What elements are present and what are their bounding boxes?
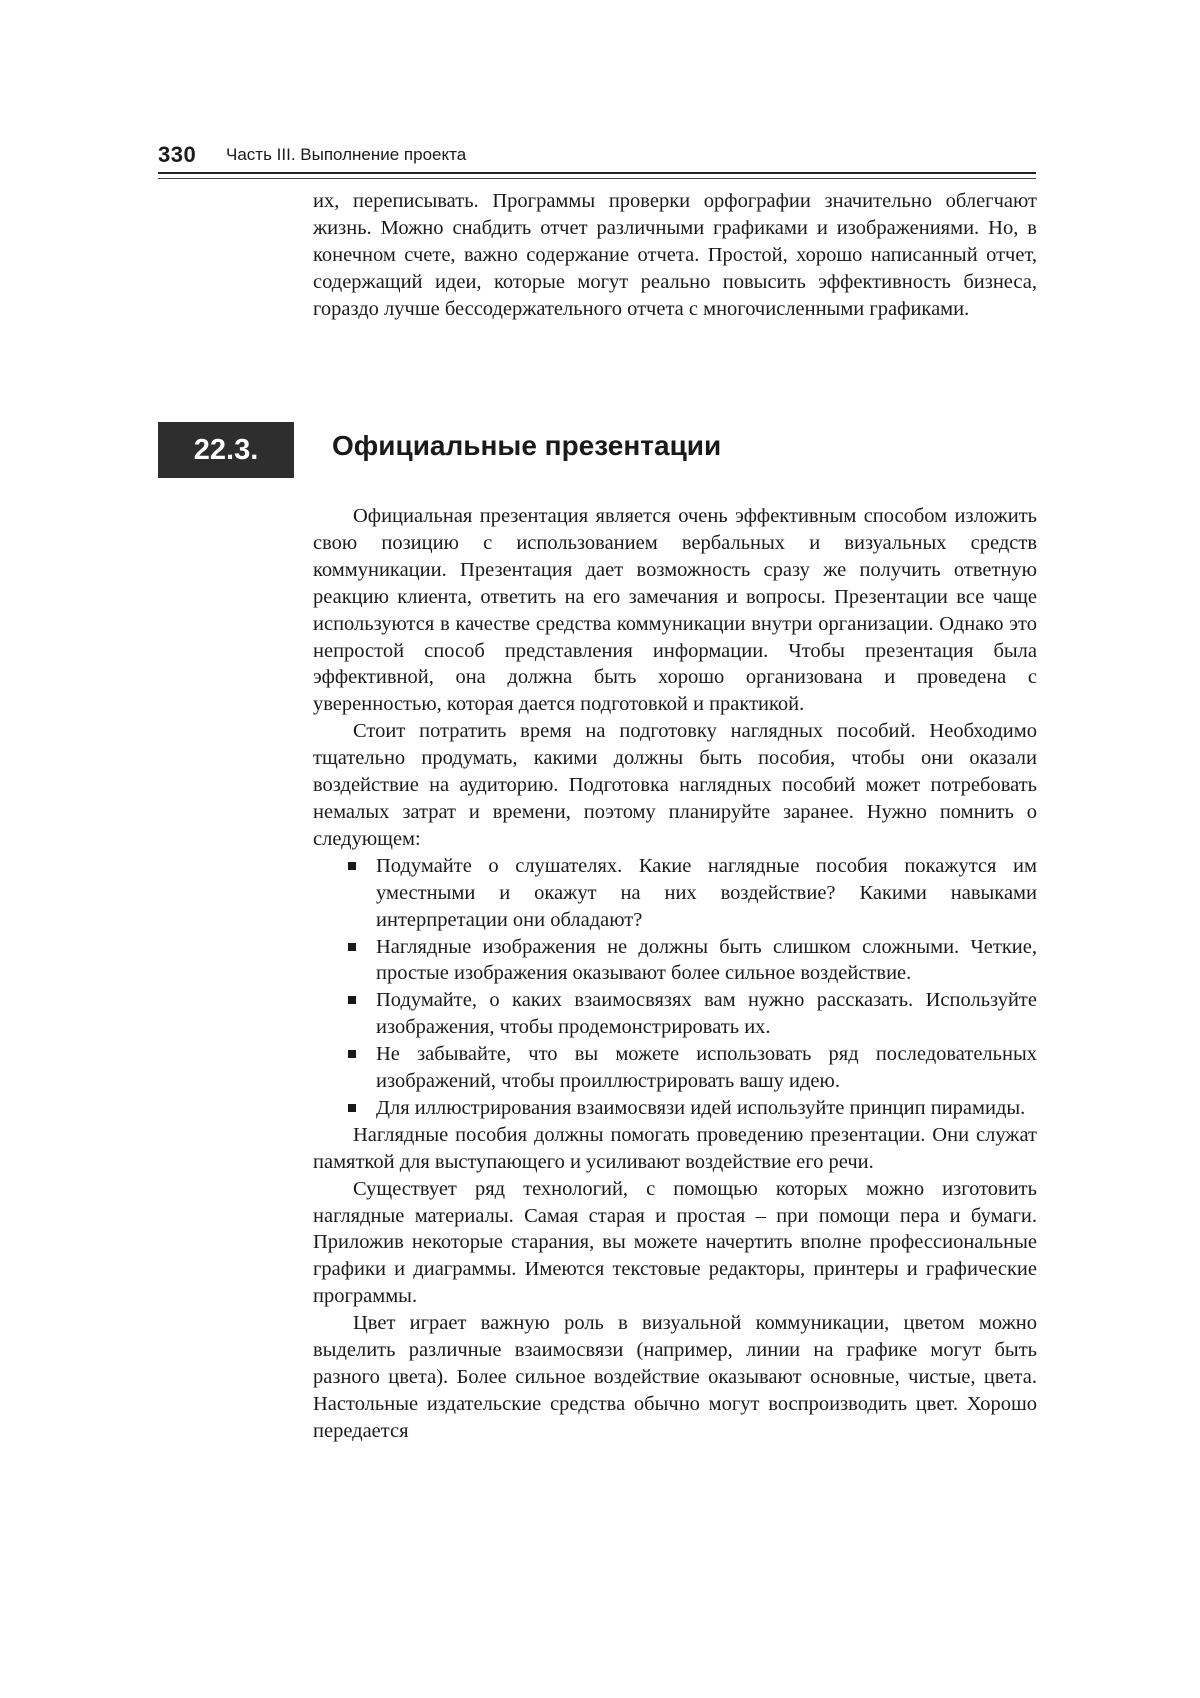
header-rule (158, 172, 1036, 174)
section-title: Официальные презентации (332, 430, 722, 461)
bullet-item: Подумайте, о каких взаимосвязях вам нужно рассказать. Используйте изображения, чтобы продемонстрировать их. (313, 987, 1037, 1041)
intro-block (313, 188, 1037, 323)
paragraph: Цвет играет важную роль в визуальной коммуникации, цветом можно выделить различные взаимосвязи (например, линии на графике могут быть разного цвета). Более сильное воздействие оказывают основные, чистые, цвета. Настольные издательские средства обычно могут воспроизводить цвет. Хорошо передается (313, 1312, 1037, 1442)
bullet-list (313, 853, 1037, 1122)
paragraph: Официальная презентация является очень эффективным способом изложить свою позицию с использованием вербальных и визуальных средств коммуникации. Презентация дает возможность сразу же получить ответную реакцию клиента, ответить на его замечания и вопросы. Презентации все чаще используются в качестве средства коммуникации внутри организации. Однако это непростой способ представления информации. Чтобы презентация была эффективной, она должна быть хорошо организована и проведена с уверенностью, которая дается подготовкой и практикой. (313, 505, 1037, 716)
intro-paragraph: их, переписывать. Программы проверки орфографии значительно облегчают жизнь. Можно снабдить отчет различными графиками и изображениями. Но, в конечном счете, важно содержание отчета. Простой, хорошо написанный отчет, содержащий идеи, которые могут реально повысить эффективность бизнеса, гораздо лучше бессодержательного отчета с многочисленными графиками. (313, 190, 1037, 320)
page-header (158, 142, 1036, 168)
bullet-item: Подумайте о слушателях. Какие наглядные пособия покажутся им уместными и окажут на них воздействие? Какими навыками интерпретации они обладают? (313, 853, 1037, 934)
section-body (313, 503, 1037, 1445)
bullet-item: Не забывайте, что вы можете использовать ряд последовательных изображений, чтобы проиллюстрировать вашу идею. (313, 1041, 1037, 1095)
bullet-item: Для иллюстрирования взаимосвязи идей используйте принцип пирамиды. (313, 1095, 1037, 1122)
bullet-item: Наглядные изображения не должны быть слишком сложными. Четкие, простые изображения оказывают более сильное воздействие. (313, 934, 1037, 988)
page-number: 330 (158, 142, 197, 167)
paragraph: Стоит потратить время на подготовку наглядных пособий. Необходимо тщательно продумать, какими должны быть пособия, чтобы они оказали воздействие на аудиторию. Подготовка наглядных пособий может потребовать немалых затрат и времени, поэтому планируйте заранее. Нужно помнить о следующем: (313, 720, 1037, 850)
section-number-badge: 22.3. (158, 422, 294, 478)
paragraph: Существует ряд технологий, с помощью которых можно изготовить наглядные материалы. Самая старая и простая – при помощи пера и бумаги. Приложив некоторые старания, вы можете начертить вполне профессиональные графики и диаграммы. Имеются текстовые редакторы, принтеры и графические программы. (313, 1177, 1037, 1308)
paragraph: Наглядные пособия должны помогать проведению презентации. Они служат памяткой для выступающего и усиливают воздействие его речи. (313, 1123, 1037, 1173)
header-rule-thin (158, 178, 1036, 179)
running-title: Часть III. Выполнение проекта (226, 145, 467, 164)
